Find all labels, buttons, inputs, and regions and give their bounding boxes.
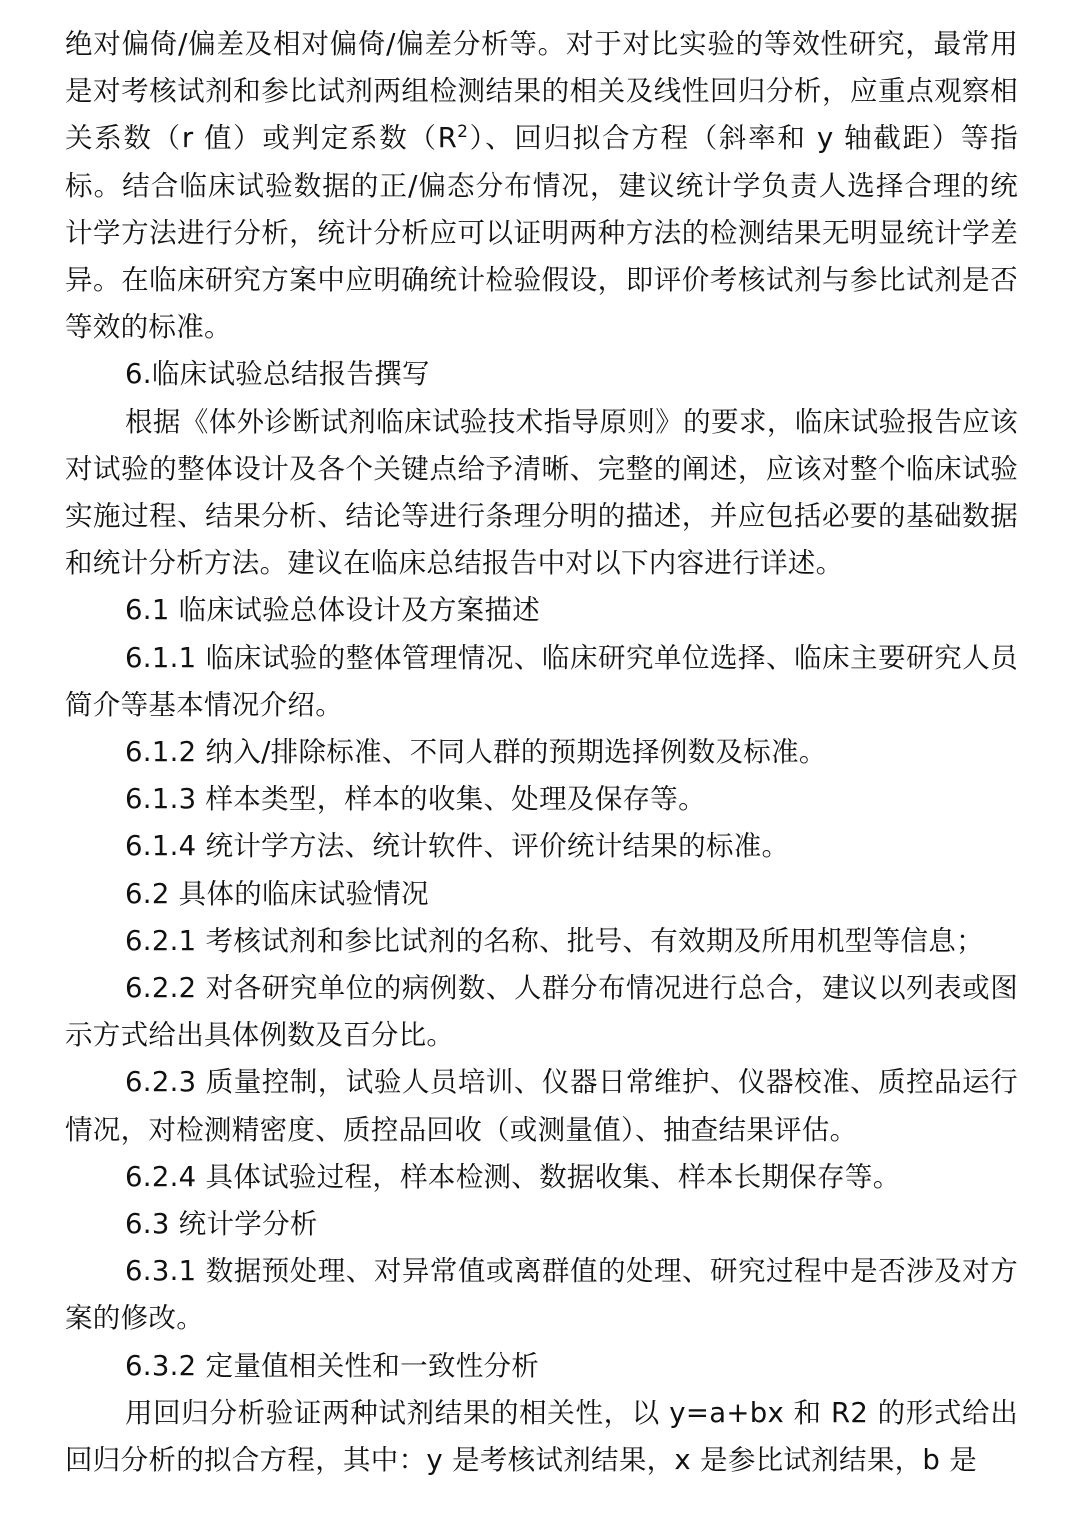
- paragraph-text-before-superscript: 绝对偏倚/偏差及相对偏倚/偏差分析等。对于对比实验的等效性研究，最常用是对考核试剂和参比试剂两组检测结果的相关及线性回归分析，应重点观察相关系数（r 值）或判定系数（R: [65, 28, 1018, 155]
- section-6-2-3: 6.2.3 质量控制，试验人员培训、仪器日常维护、仪器校准、质控品运行情况，对检测精密度、质控品回收（或测量值）、抽查结果评估。: [65, 1066, 1018, 1146]
- section-6-1-heading: 6.1 临床试验总体设计及方案描述: [125, 594, 541, 627]
- section-6-3-2-heading: 6.3.2 定量值相关性和一致性分析: [125, 1349, 540, 1382]
- section-6-3-2-body: 用回归分析验证两种试剂结果的相关性，以 y=a+bx 和 R2 的形式给出回归分析的拟合方程，其中：y 是考核试剂结果，x 是参比试剂结果，b 是: [65, 1396, 1018, 1477]
- paragraph-text-after-superscript: ）、回归拟合方程（斜率和 y 轴截距）等指标。结合临床试验数据的正/偏态分布情况，建议统计学负责人选择合理的统计学方法进行分析，统计分析应可以证明两种方法的检测结果无明显统计学差异。在临床研究方案中应明确统计检验假设，即评价考核试剂与参比试剂是否等效的标准。: [65, 122, 1018, 344]
- section-6-2-2: 6.2.2 对各研究单位的病例数、人群分布情况进行总合，建议以列表或图示方式给出具体例数及百分比。: [65, 972, 1018, 1052]
- section-6-2-4: 6.2.4 具体试验过程，样本检测、数据收集、样本长期保存等。: [125, 1160, 901, 1193]
- section-6-1-3: 6.1.3 样本类型，样本的收集、处理及保存等。: [125, 783, 706, 816]
- section-6-1-4: 6.1.4 统计学方法、统计软件、评价统计结果的标准。: [125, 830, 790, 863]
- section-6-2-heading: 6.2 具体的临床试验情况: [125, 877, 429, 910]
- section-6-1-1: 6.1.1 临床试验的整体管理情况、临床研究单位选择、临床主要研究人员简介等基本情况介绍。: [65, 641, 1018, 721]
- section-6-3-1: 6.3.1 数据预处理、对异常值或离群值的处理、研究过程中是否涉及对方案的修改。: [65, 1255, 1018, 1335]
- section-6-heading: 6.临床试验总结报告撰写: [125, 358, 430, 391]
- section-6-body: 根据《体外诊断试剂临床试验技术指导原则》的要求，临床试验报告应该对试验的整体设计及各个关键点给予清晰、完整的阐述，应该对整个临床试验实施过程、结果分析、结论等进行条理分明的描述，并应包括必要的基础数据和统计分析方法。建议在临床总结报告中对以下内容进行详述。: [65, 405, 1018, 580]
- paragraph-equivalence-analysis: [65, 21, 1018, 351]
- superscript-2: 2: [457, 122, 469, 143]
- section-6-1-2: 6.1.2 纳入/排除标准、不同人群的预期选择例数及标准。: [125, 736, 827, 769]
- section-6-2-1: 6.2.1 考核试剂和参比试剂的名称、批号、有效期及所用机型等信息；: [125, 924, 984, 957]
- section-6-3-heading: 6.3 统计学分析: [125, 1208, 318, 1241]
